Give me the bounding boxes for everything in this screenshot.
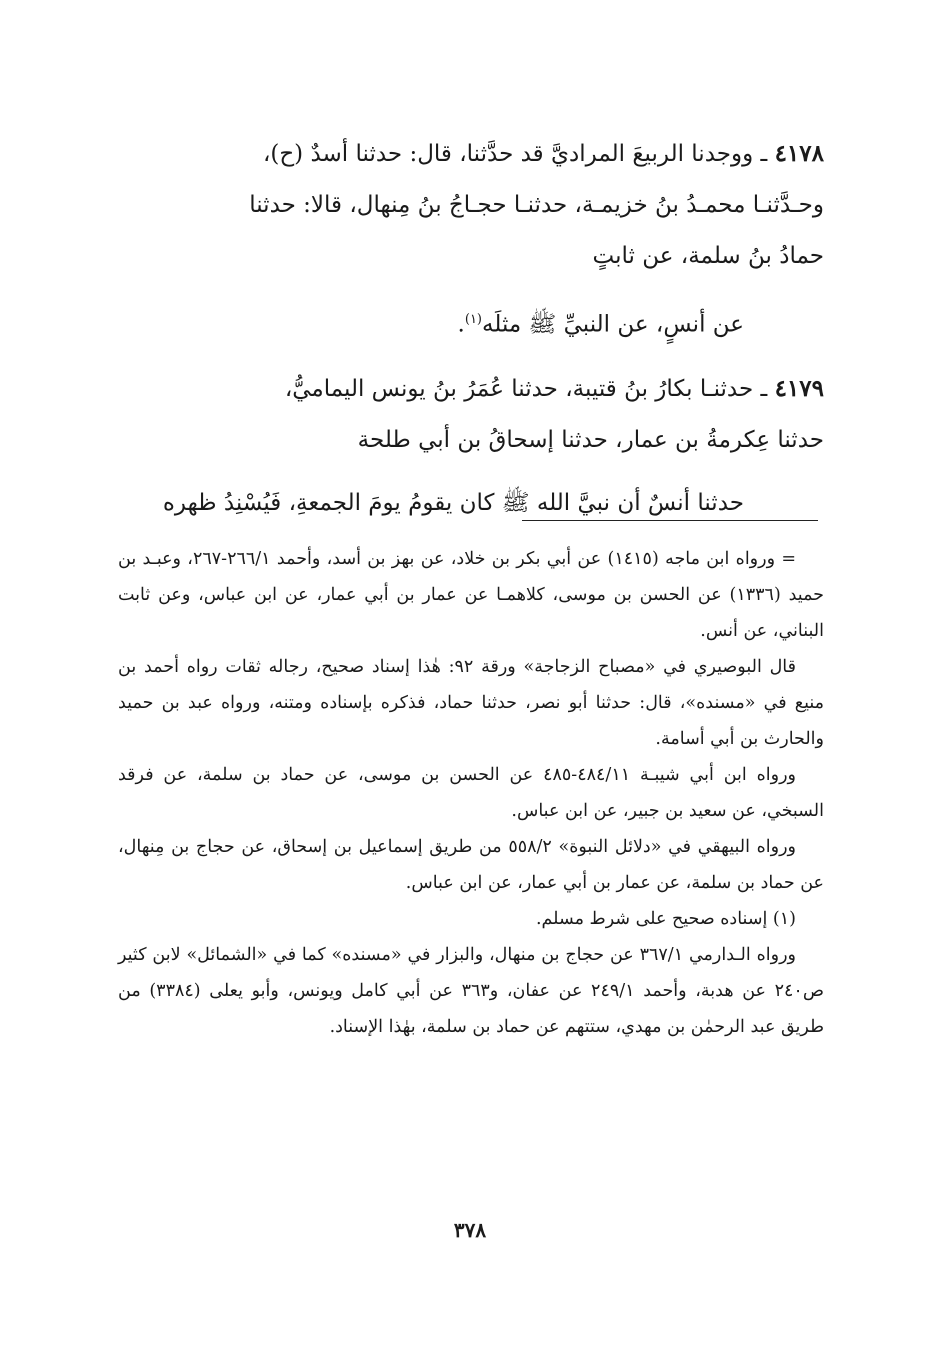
hadith-number-4179: ٤١٧٩ [774, 374, 824, 402]
hadith-4178-line-3: حمادُ بنُ سلمة، عن ثابتٍ [592, 243, 824, 269]
footnote-1: (١) إسناده صحيح على شرط مسلم. [535, 909, 796, 929]
footnote-paragraph: قال البوصيري في «مصباح الزجاجة» ورقة ٩٢: هٰذا إسناد صحيح، رجاله ثقات رواه أحمد بن منيع في «مسنده»، قال: حدثنا أبو نصر، حدثنا حماد، فذكره بإسناده ومتنه، ورواه عبد بن حميد والحارث بن أبي أسامة. [118, 657, 824, 749]
hadith-4179-line-2: حدثنا عِكرمةُ بن عمار، حدثنا إسحاقُ بن أبي طلحة [357, 426, 824, 453]
hadith-4178-text: عن أنسٍ، عن النبيِّ ﷺ مثلَه$^{(١)}$. [457, 311, 744, 338]
footnote-divider [522, 520, 818, 521]
hadith-number-4178: ٤١٧٨ [774, 140, 824, 167]
footnote-ref-1: (١) [464, 312, 482, 327]
hadith-4178-line-2: وحـدَّثنـا محمـدُ بنُ خزيمـة، حدثنـا حجـاجُ بنُ مِنهال، قالا: حدثنا [249, 192, 824, 218]
footnote-paragraph: ورواه الـدارمي ٣٦٧/١ عن حجاج بن منهال، والبزار في «مسنده» كما في «الشمائل» لابن كثير ص٢٤٠ عن هدبة، وأحمد ٢٤٩/١ عن عفان، و٣٦٣ عن أبي كامل ويونس، وأبو يعلى (٣٣٨٤) من طريق عبد الرحمٰن بن مهدي، ستتهم عن حماد بن سلمة، بهٰذا الإسناد. [118, 945, 824, 1037]
footnotes [118, 541, 824, 1045]
hadith-4179-line-1: ٤١٧٩ ـ حدثنـا بكارُ بنُ قتيبة، حدثنا عُمَرُ بنُ يونس اليماميُّ، [284, 374, 824, 402]
footnote-paragraph: ورواه ابن أبي شيبـة ٤٨٤/١١-٤٨٥ عن الحسن بن موسى، عن حماد بن سلمة، عن فرقد السبخي، عن سعيد بن جبير، عن ابن عباس. [118, 765, 824, 821]
footnote-paragraph: = ورواه ابن ماجه (١٤١٥) عن أبي بكر بن خلاد، عن بهز بن أسد، وأحمد ٢٦٦/١-٢٦٧، وعبـد بن حميد (١٣٣٦) عن الحسن بن موسى، كلاهمـا عن عمار بن أبي عمار، عن ابن عباس، وعن ثابت البناني، عن أنس. [118, 549, 825, 641]
page-number: ٣٧٨ [453, 1218, 487, 1242]
footnote-paragraph: ورواه البيهقي في «دلائل النبوة» ٥٥٨/٢ من طريق إسماعيل بن إسحاق، عن حجاج بن مِنهال، عن حماد بن سلمة، عن عمار بن أبي عمار، عن ابن عباس. [118, 837, 824, 893]
hadith-4179-text: حدثنا أنسٌ أن نبيَّ الله ﷺ كان يقومُ يومَ الجمعةِ، فَيُسْنِدُ ظهره [162, 489, 744, 516]
hadith-4178-line-1: ٤١٧٨ ـ ووجدنا الربيعَ المراديَّ قد حدَّثنا، قال: حدثنا أسدٌ (ح)، [262, 140, 824, 167]
main-text [118, 128, 824, 529]
